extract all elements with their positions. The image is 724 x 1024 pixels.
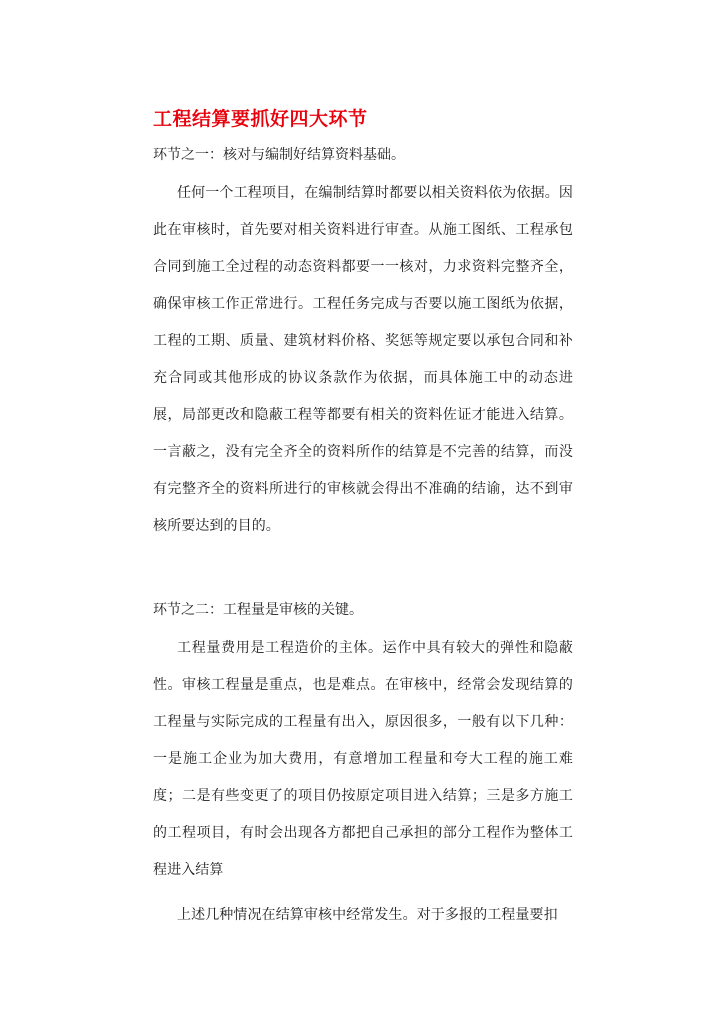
section-2-paragraph-continued: 上述几种情况在结算审核中经常发生。对于多报的工程量要扣: [177, 907, 558, 923]
section-2-paragraph: 工程量费用是工程造价的主体。运作中具有较大的弹性和隐蔽性。审核工程量是重点，也是难点。在审核中，经常会发现结算的工程量与实际完成的工程量有出入，原因很多，一般有以下几种：一是施工企业为加大费用，有意增加工程量和夸大工程的施工难度；二是有些变更了的项目仍按原定项目进入结算；三是多方施工的工程项目，有时会出现各方都把自己承担的部分工程作为整体工程进入结算: [153, 640, 573, 878]
section-2-heading: 环节之二：工程量是审核的关键。: [153, 602, 363, 618]
section-1-paragraph: 任何一个工程项目，在编制结算时都要以相关资料依为依据。因此在审核时，首先要对相关资料进行审查。从施工图纸、工程承包合同到施工全过程的动态资料都要一一核对，力求资料完整齐全，确保审核工作正常进行。工程任务完成与否要以施工图纸为依据，工程的工期、质量、建筑材料价格、奖惩等规定要以承包合同和补充合同或其他形成的协议条款作为依据，而具体施工中的动态进展，局部更改和隐蔽工程等都要有相关的资料佐证才能进入结算。一言蔽之，没有完全齐全的资料所作的结算是不完善的结算，而没有完整齐全的资料所进行的审核就会得出不准确的结谕，达不到审核所要达到的目的。: [153, 185, 573, 534]
section-1-heading: 环节之一：核对与编制好结算资料基础。: [153, 147, 405, 163]
document-title: 工程结算要抓好四大环节: [153, 108, 368, 130]
